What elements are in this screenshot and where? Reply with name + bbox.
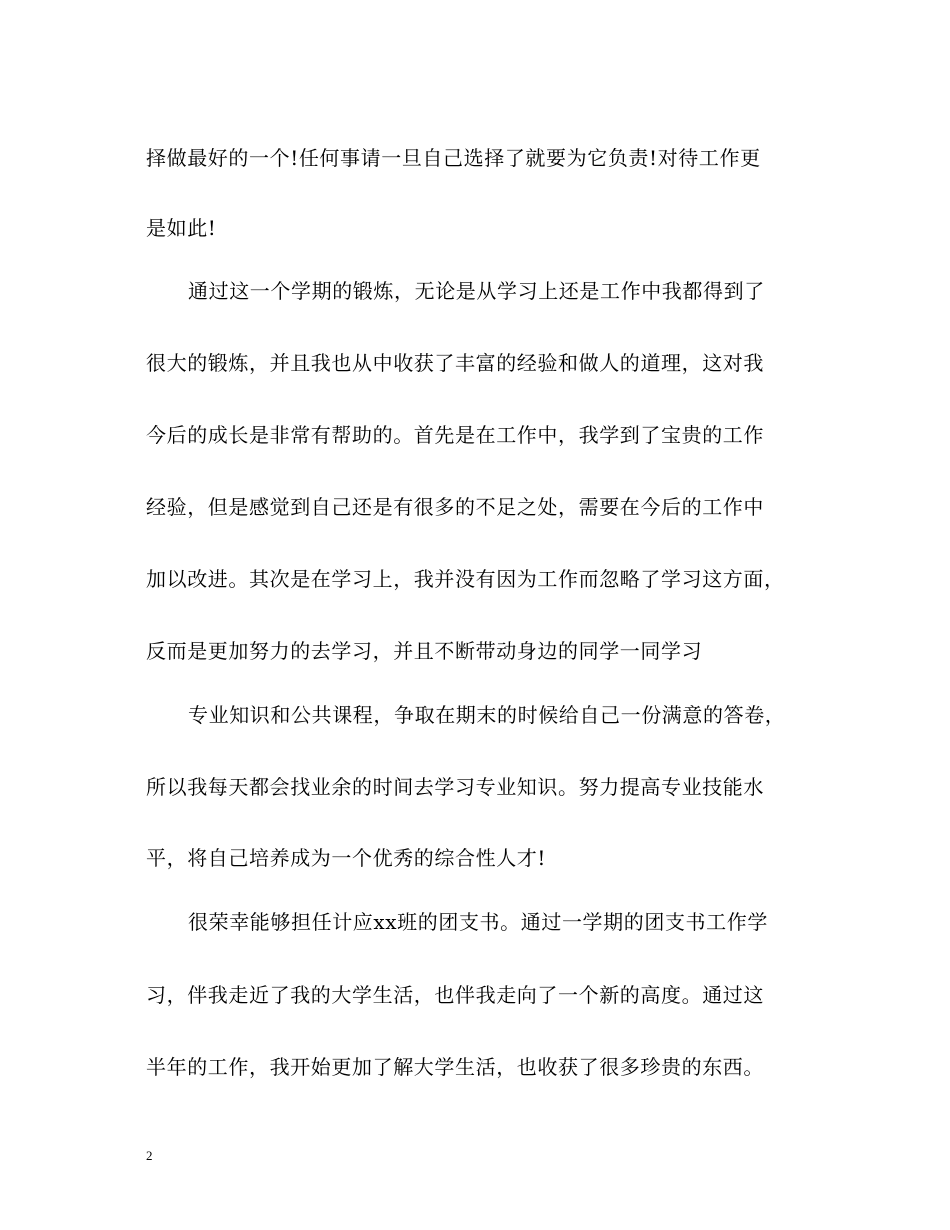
text-line-6: 经验，但是感觉到自己还是有很多的不足之处，需要在今后的工作中 xyxy=(146,495,764,519)
text-line-2: 是如此! xyxy=(146,216,217,240)
text-line-7: 加以改进。其次是在学习上，我并没有因为工作而忽略了学习这方面， xyxy=(146,567,785,591)
text-line-1: 择做最好的一个!任何事请一旦自己选择了就要为它负责!对待工作更 xyxy=(146,146,761,170)
text-line-5: 今后的成长是非常有帮助的。首先是在工作中，我学到了宝贵的工作 xyxy=(146,423,764,447)
text-line-9: 专业知识和公共课程，争取在期末的时候给自己一份满意的答卷， xyxy=(188,703,786,727)
text-line-10: 所以我每天都会找业余的时间去学习专业知识。努力提高专业技能水 xyxy=(146,775,764,799)
text-line-8: 反而是更加努力的去学习，并且不断带动身边的同学一同学习 xyxy=(146,639,703,663)
text-line-14: 半年的工作，我开始更加了解大学生活，也收获了很多珍贵的东西。 xyxy=(146,1055,764,1079)
text-line-12: 很荣幸能够担任计应xx班的团支书。通过一学期的团支书工作学 xyxy=(188,910,768,934)
text-line-13: 习，伴我走近了我的大学生活，也伴我走向了一个新的高度。通过这 xyxy=(146,983,764,1007)
text-line-4: 很大的锻炼，并且我也从中收获了丰富的经验和做人的道理，这对我 xyxy=(146,351,764,375)
text-line-3: 通过这一个学期的锻炼，无论是从学习上还是工作中我都得到了 xyxy=(188,279,765,303)
text-line-11: 平，将自己培养成为一个优秀的综合性人才! xyxy=(146,846,547,870)
page-number: 2 xyxy=(146,1148,153,1163)
